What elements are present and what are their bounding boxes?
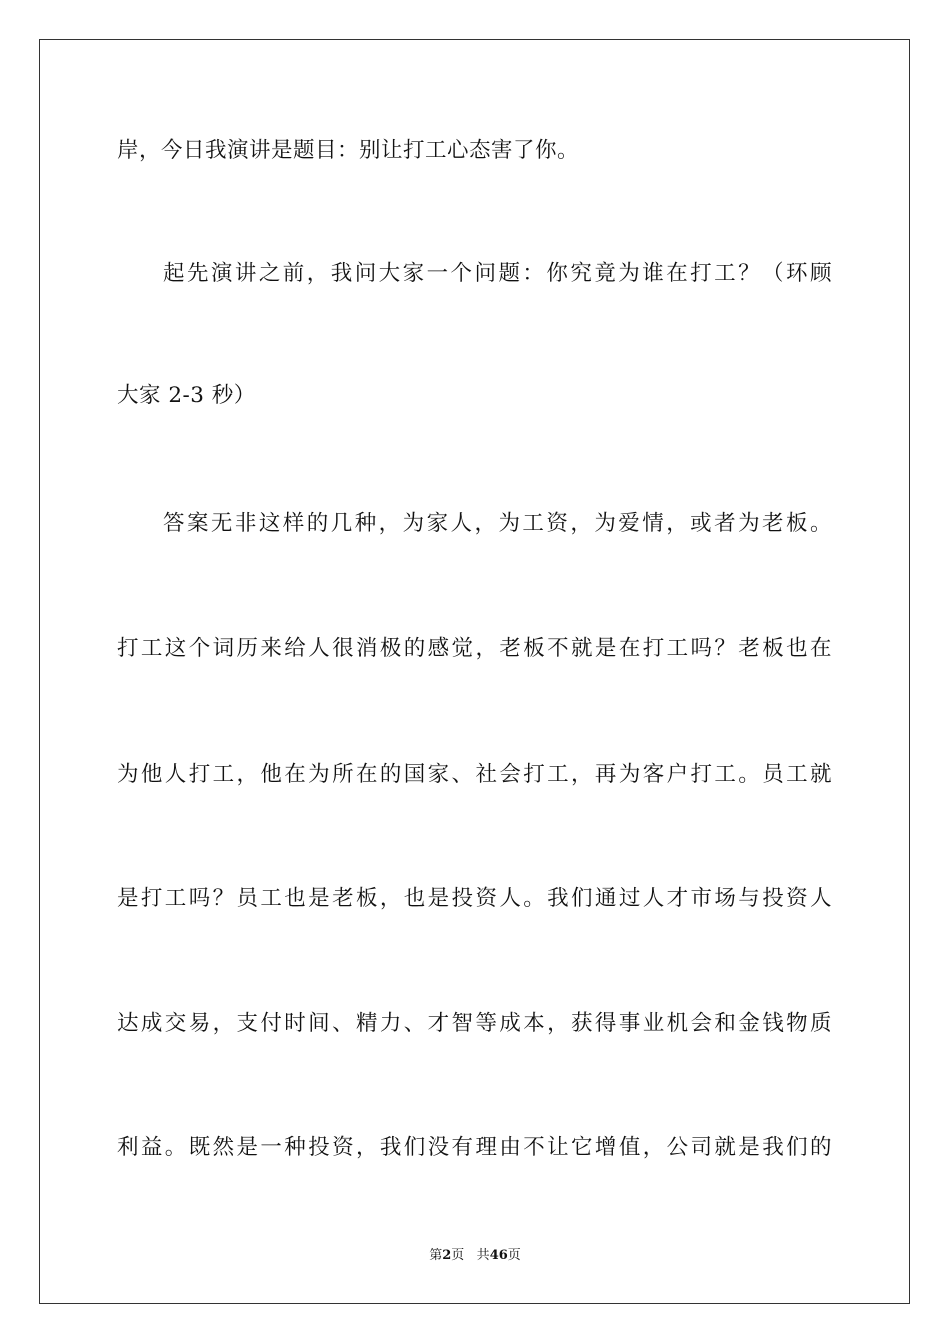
body-line-1: 岸，今日我演讲是题目：别让打工心态害了你。 <box>117 138 580 163</box>
page-border <box>39 39 910 1304</box>
total-prefix: 共 <box>476 1248 490 1263</box>
body-line-3: 大家 2-3 秒） <box>117 383 256 408</box>
page-number: 2 <box>442 1248 452 1263</box>
body-line-4: 答案无非这样的几种，为家人，为工资，为爱情，或者为老板。 <box>163 511 832 536</box>
total-suffix: 页 <box>507 1248 521 1263</box>
page-suffix: 页 <box>451 1248 465 1263</box>
total-pages: 46 <box>489 1248 508 1263</box>
page-prefix: 第 <box>429 1248 443 1263</box>
page-footer <box>0 1247 950 1265</box>
body-line-6: 为他人打工，他在为所在的国家、社会打工，再为客户打工。员工就 <box>117 762 832 787</box>
body-line-9: 利益。既然是一种投资，我们没有理由不让它增值，公司就是我们的 <box>117 1135 832 1160</box>
body-line-8: 达成交易，支付时间、精力、才智等成本，获得事业机会和金钱物质 <box>117 1011 832 1036</box>
body-line-5: 打工这个词历来给人很消极的感觉，老板不就是在打工吗？老板也在 <box>117 636 832 661</box>
body-line-2: 起先演讲之前，我问大家一个问题：你究竟为谁在打工？（环顾 <box>163 261 832 286</box>
body-line-7: 是打工吗？员工也是老板，也是投资人。我们通过人才市场与投资人 <box>117 886 832 911</box>
